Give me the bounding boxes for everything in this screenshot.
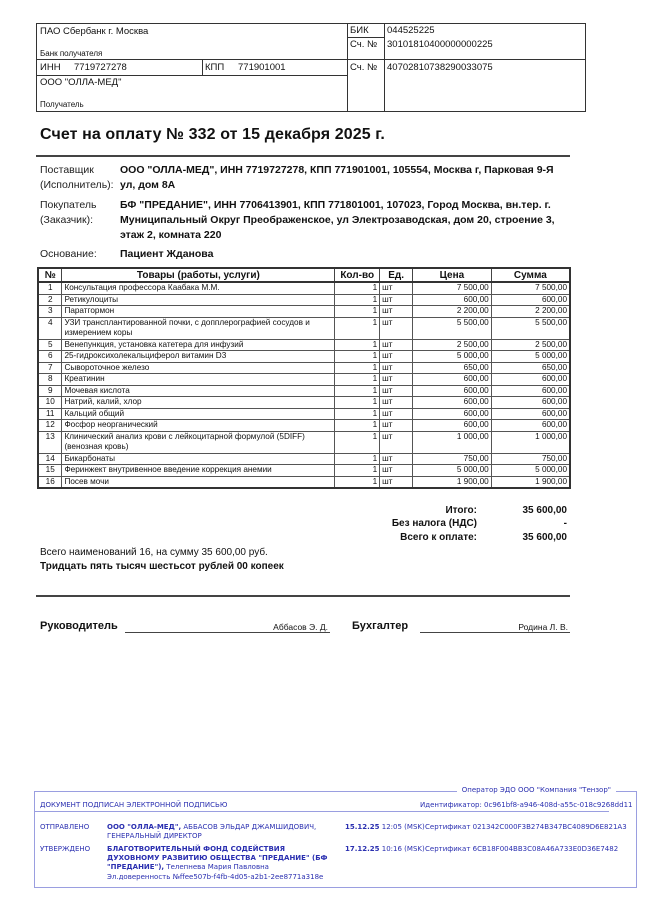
row-unit: шт (380, 431, 413, 453)
row-unit: шт (380, 476, 413, 488)
row-qty: 1 (335, 408, 380, 420)
row-price: 2 200,00 (413, 306, 492, 318)
supplier-label-2: (Исполнитель): (40, 179, 114, 191)
edo-approved-datetime (345, 845, 425, 853)
edo-separator (35, 811, 609, 812)
corr-account-value: 30101810400000000225 (387, 39, 493, 50)
row-qty: 1 (335, 351, 380, 363)
row-name: Кальций общий (62, 408, 335, 420)
row-number: 15 (38, 465, 62, 477)
invoice-title: Счет на оплату № 332 от 15 декабря 2025 г. (40, 126, 385, 143)
total-row (337, 505, 567, 516)
vat-value: - (563, 518, 567, 529)
edo-sent-party (107, 823, 316, 831)
row-number: 9 (38, 385, 62, 397)
table-row (38, 294, 570, 306)
table-row (38, 351, 570, 363)
title-divider (36, 155, 570, 157)
row-name: Бикарбонаты (62, 453, 335, 465)
row-sum: 5 500,00 (491, 317, 570, 339)
row-sum: 600,00 (491, 420, 570, 432)
row-name: УЗИ трансплантированной почки, с допплерографией сосудов и измерением коры (62, 317, 335, 339)
row-name: Натрий, калий, хлор (62, 397, 335, 409)
total-value: 35 600,00 (522, 505, 567, 516)
due-row (337, 532, 567, 543)
row-number: 16 (38, 476, 62, 488)
edo-sent-person: АББАСОВ ЭЛЬДАР ДЖАМШИДОВИЧ, (181, 823, 317, 831)
col-header-goods: Товары (работы, услуги) (62, 268, 335, 282)
row-sum: 5 000,00 (491, 465, 570, 477)
table-row (38, 408, 570, 420)
row-number: 11 (38, 408, 62, 420)
row-unit: шт (380, 351, 413, 363)
edo-sent-org: ООО "ОЛЛА-МЕД", (107, 823, 182, 831)
edo-approved-party (107, 863, 269, 871)
due-value: 35 600,00 (522, 532, 567, 543)
table-row (38, 282, 570, 294)
row-unit: шт (380, 282, 413, 294)
row-price: 1 000,00 (413, 431, 492, 453)
row-qty: 1 (335, 420, 380, 432)
items-count-summary: Всего наименований 16, на сумму 35 600,00 руб. (40, 547, 268, 558)
row-number: 12 (38, 420, 62, 432)
row-price: 600,00 (413, 408, 492, 420)
basis-value: Пациент Жданова (120, 248, 214, 260)
row-qty: 1 (335, 362, 380, 374)
row-name: Феринжект внутривенное введение коррекция анемии (62, 465, 335, 477)
row-name: Мочевая кислота (62, 385, 335, 397)
edo-approved-proxy: Эл.доверенность №ffee507b-f4fb-4d05-a2b1-2ee8771a318e (107, 873, 324, 881)
supplier-row (40, 163, 570, 193)
director-name: Аббасов Э. Д. (273, 622, 328, 632)
row-number: 8 (38, 374, 62, 386)
row-unit: шт (380, 294, 413, 306)
edo-approved-org-2: ДУХОВНОМУ РАЗВИТИЮ ОБЩЕСТВА "ПРЕДАНИЕ" (БФ (107, 854, 328, 862)
row-price: 5 000,00 (413, 465, 492, 477)
row-qty: 1 (335, 294, 380, 306)
row-unit: шт (380, 317, 413, 339)
row-qty: 1 (335, 431, 380, 453)
row-sum: 2 500,00 (491, 339, 570, 351)
table-row (38, 306, 570, 318)
bik-label: БИК (350, 25, 369, 36)
row-sum: 5 000,00 (491, 351, 570, 363)
row-number: 3 (38, 306, 62, 318)
row-sum: 600,00 (491, 385, 570, 397)
kpp-label: КПП (205, 62, 225, 73)
table-header-row (38, 268, 570, 282)
signatures-divider (36, 595, 570, 597)
row-sum: 600,00 (491, 408, 570, 420)
row-name: 25-гидроксихолекальциферол витамин D3 (62, 351, 335, 363)
row-number: 13 (38, 431, 62, 453)
table-row (38, 397, 570, 409)
row-number: 1 (38, 282, 62, 294)
edo-sent-status: ОТПРАВЛЕНО (40, 823, 90, 831)
account-value: 40702810738290033075 (387, 62, 493, 73)
row-sum: 1 000,00 (491, 431, 570, 453)
row-unit: шт (380, 420, 413, 432)
account-label: Сч. № (350, 62, 378, 73)
row-price: 650,00 (413, 362, 492, 374)
row-number: 7 (38, 362, 62, 374)
edo-sent-datetime (345, 823, 425, 831)
inn-label: ИНН (40, 62, 61, 73)
row-price: 750,00 (413, 453, 492, 465)
table-row (38, 339, 570, 351)
row-qty: 1 (335, 465, 380, 477)
row-unit: шт (380, 453, 413, 465)
col-header-sum: Сумма (491, 268, 570, 282)
recipient-name: ООО "ОЛЛА-МЕД" (40, 77, 122, 88)
row-number: 2 (38, 294, 62, 306)
director-label: Руководитель (40, 620, 118, 632)
director-signature-line (125, 632, 330, 633)
row-name: Фосфор неорганический (62, 420, 335, 432)
row-unit: шт (380, 385, 413, 397)
edo-signature-stamp (34, 786, 637, 888)
row-sum: 600,00 (491, 294, 570, 306)
col-header-qty: Кол-во (335, 268, 380, 282)
row-unit: шт (380, 465, 413, 477)
row-price: 1 900,00 (413, 476, 492, 488)
col-header-number: № (38, 268, 62, 282)
row-number: 5 (38, 339, 62, 351)
row-unit: шт (380, 397, 413, 409)
row-price: 600,00 (413, 420, 492, 432)
col-header-price: Цена (413, 268, 492, 282)
row-name: Клинический анализ крови с лейкоцитарной формулой (5DIFF) (венозная кровь) (62, 431, 335, 453)
basis-label: Основание: (40, 248, 97, 260)
row-sum: 1 900,00 (491, 476, 570, 488)
row-unit: шт (380, 408, 413, 420)
row-price: 2 500,00 (413, 339, 492, 351)
row-price: 600,00 (413, 385, 492, 397)
row-sum: 600,00 (491, 374, 570, 386)
row-sum: 650,00 (491, 362, 570, 374)
row-price: 5 500,00 (413, 317, 492, 339)
edo-approved-certificate: Сертификат 6CB18F004BB3C08A46A733E0D36E7482 (425, 845, 619, 853)
buyer-label-2: (Заказчик): (40, 214, 94, 226)
buyer-value: БФ "ПРЕДАНИЕ", ИНН 7706413901, КПП 771801001, 107023, Город Москва, вн.тер. г. Муниципальный Округ Преображенское, ул Электрозаводская, дом 20, строение 3, этаж 2, комната 220 (120, 199, 555, 241)
row-qty: 1 (335, 476, 380, 488)
edo-signed-title: ДОКУМЕНТ ПОДПИСАН ЭЛЕКТРОННОЙ ПОДПИСЬЮ (40, 801, 228, 809)
buyer-row (40, 198, 570, 243)
inn-value: 7719727278 (74, 62, 127, 73)
row-qty: 1 (335, 374, 380, 386)
row-unit: шт (380, 374, 413, 386)
row-name: Сывороточное железо (62, 362, 335, 374)
edo-approved-status: УТВЕРЖДЕНО (40, 845, 91, 853)
edo-approved-person: Телепнева Мария Павловна (164, 863, 269, 871)
table-row (38, 465, 570, 477)
edo-sent-certificate: Сертификат 021342C000F3B274B347BC4089D6E821A3 (425, 823, 627, 831)
row-qty: 1 (335, 306, 380, 318)
bank-name: ПАО Сбербанк г. Москва (40, 26, 149, 37)
row-name: Венепункция, установка катетера для инфузий (62, 339, 335, 351)
recipient-label: Получатель (40, 100, 84, 109)
row-qty: 1 (335, 339, 380, 351)
table-row (38, 362, 570, 374)
row-unit: шт (380, 339, 413, 351)
edo-sent-date: 15.12.25 (345, 823, 380, 831)
row-sum: 7 500,00 (491, 282, 570, 294)
buyer-label: Покупатель (40, 199, 97, 211)
row-name: Креатинин (62, 374, 335, 386)
row-qty: 1 (335, 317, 380, 339)
edo-approved-org-3: "ПРЕДАНИЕ"), (107, 863, 165, 871)
row-price: 600,00 (413, 374, 492, 386)
basis-row (40, 247, 570, 262)
supplier-label: Поставщик (40, 164, 94, 176)
accountant-name: Родина Л. В. (518, 622, 568, 632)
edo-approved-date: 17.12.25 (345, 845, 380, 853)
items-table (37, 267, 571, 489)
row-number: 10 (38, 397, 62, 409)
row-name: Ретикулоциты (62, 294, 335, 306)
row-unit: шт (380, 306, 413, 318)
bank-details-table (36, 23, 586, 112)
table-row (38, 431, 570, 453)
row-number: 6 (38, 351, 62, 363)
row-sum: 600,00 (491, 397, 570, 409)
bank-label: Банк получателя (40, 49, 103, 58)
total-label: Итого: (445, 505, 477, 516)
row-unit: шт (380, 362, 413, 374)
row-qty: 1 (335, 282, 380, 294)
table-row (38, 453, 570, 465)
table-row (38, 420, 570, 432)
edo-sent-position: ГЕНЕРАЛЬНЫЙ ДИРЕКТОР (107, 832, 202, 840)
edo-operator: Оператор ЭДО ООО "Компания "Тензор" (457, 786, 616, 794)
row-qty: 1 (335, 385, 380, 397)
vat-label: Без налога (НДС) (391, 518, 477, 529)
row-number: 4 (38, 317, 62, 339)
accountant-label: Бухгалтер (352, 620, 409, 632)
row-price: 600,00 (413, 294, 492, 306)
table-row (38, 374, 570, 386)
row-sum: 2 200,00 (491, 306, 570, 318)
edo-sent-time: 12:05 (MSK) (379, 823, 425, 831)
col-header-unit: Ед. (380, 268, 413, 282)
row-price: 600,00 (413, 397, 492, 409)
edo-approved-time: 10:16 (MSK) (379, 845, 425, 853)
row-number: 14 (38, 453, 62, 465)
row-qty: 1 (335, 397, 380, 409)
row-name: Паратгормон (62, 306, 335, 318)
row-name: Посев мочи (62, 476, 335, 488)
amount-in-words: Тридцать пять тысяч шестьсот рублей 00 копеек (40, 561, 284, 572)
supplier-value: ООО "ОЛЛА-МЕД", ИНН 7719727278, КПП 771901001, 105554, Москва г, Парковая 9-Я ул, дом 8А (120, 164, 554, 191)
row-qty: 1 (335, 453, 380, 465)
corr-account-label: Сч. № (350, 39, 378, 50)
table-row (38, 317, 570, 339)
edo-identifier: Идентификатор: 0c961bf8-a946-408d-a55c-018c9268dd11 (420, 801, 633, 809)
table-row (38, 385, 570, 397)
bik-value: 044525225 (387, 25, 435, 36)
row-price: 5 000,00 (413, 351, 492, 363)
edo-approved-org-1: БЛАГОТВОРИТЕЛЬНЫЙ ФОНД СОДЕЙСТВИЯ (107, 845, 286, 853)
kpp-value: 771901001 (238, 62, 286, 73)
due-label: Всего к оплате: (400, 532, 477, 543)
row-name: Консультация профессора Каабака М.М. (62, 282, 335, 294)
row-price: 7 500,00 (413, 282, 492, 294)
vat-row (337, 518, 567, 529)
table-row (38, 476, 570, 488)
accountant-signature-line (420, 632, 570, 633)
row-sum: 750,00 (491, 453, 570, 465)
